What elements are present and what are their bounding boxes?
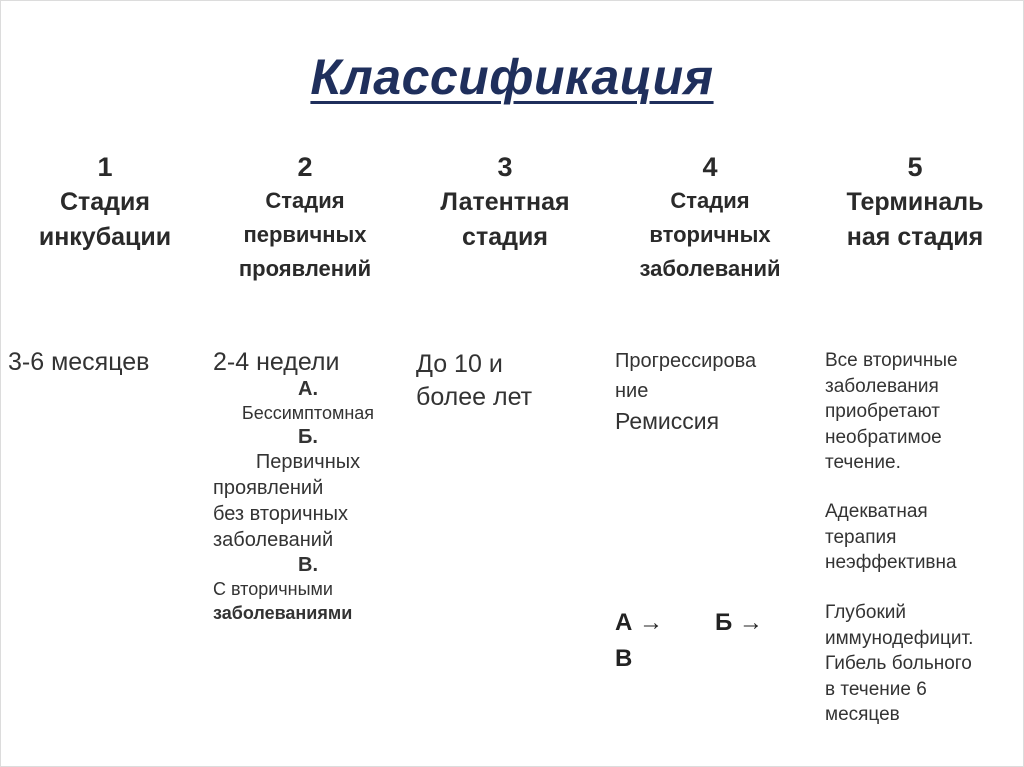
column-label-line: вторичных <box>649 222 771 247</box>
stage-transition-arrows <box>615 605 763 677</box>
subgroup-a-text: Бессимптомная <box>241 403 375 423</box>
column-header-5 <box>815 150 1015 255</box>
remission-text: Ремиссия <box>615 408 720 434</box>
column-label-line: заболеваний <box>639 256 781 281</box>
terminal-paragraph-1 <box>825 348 1020 476</box>
primary-duration: 2-4 недели <box>213 348 340 376</box>
terminal-paragraph-3 <box>825 600 1020 728</box>
terminal-line: терапия <box>825 526 897 548</box>
subgroup-b-label: Б. <box>298 426 318 448</box>
subgroup-v-text-line: С вторичными <box>213 579 333 599</box>
column-label-line: стадия <box>462 223 548 251</box>
arrow-v: В <box>615 645 633 672</box>
column-number: 3 <box>497 152 513 182</box>
terminal-line: неэффективна <box>825 552 957 573</box>
column-label-line: Стадия <box>265 188 345 213</box>
latent-duration-line: До 10 и <box>416 350 503 378</box>
subgroup-v-text-line: заболеваниями <box>213 603 353 623</box>
column-label-line: Стадия <box>59 188 151 216</box>
terminal-line: Глубокий <box>825 602 907 623</box>
column-label-line: Латентная <box>440 188 570 216</box>
column-label-line: инкубации <box>38 223 172 251</box>
terminal-line: в течение 6 <box>825 678 927 700</box>
latent-duration <box>416 348 532 414</box>
subgroup-b-text-line: без вторичных <box>213 503 349 525</box>
column-label-line: первичных <box>243 222 367 247</box>
terminal-line: Адекватная <box>825 501 928 522</box>
terminal-line: месяцев <box>825 704 900 725</box>
progression-line: Прогрессирова <box>615 350 757 372</box>
column-label-line: Терминаль <box>846 188 984 216</box>
secondary-diseases-body <box>615 346 756 436</box>
terminal-line: приобретают <box>825 401 941 422</box>
subgroup-b-text-line: заболеваний <box>213 529 334 551</box>
column-number: 4 <box>702 152 718 182</box>
progression-line: ние <box>615 380 649 402</box>
terminal-paragraph-2 <box>825 499 1020 576</box>
latent-duration-line: более лет <box>416 383 533 411</box>
terminal-line: Гибель больного <box>825 653 972 674</box>
column-label-line: проявлений <box>238 256 372 281</box>
column-number: 5 <box>907 152 923 182</box>
terminal-line: иммунодефицит. <box>825 627 974 649</box>
column-header-3 <box>405 150 605 255</box>
column-header-4 <box>605 150 815 286</box>
terminal-line: заболевания <box>825 375 939 397</box>
column-label-line: ная стадия <box>846 223 984 251</box>
arrow-b: Б → <box>715 609 763 636</box>
terminal-line: Все вторичные <box>825 350 958 371</box>
subgroup-b-text-line: Первичных <box>255 451 361 473</box>
column-number: 2 <box>297 152 313 182</box>
column-header-1 <box>5 150 205 255</box>
terminal-line: необратимое <box>825 426 942 448</box>
subgroup-a-label: А. <box>298 378 318 400</box>
column-header-2 <box>205 150 405 286</box>
arrow-a: А → <box>615 609 663 636</box>
subgroup-v-label: В. <box>298 554 318 576</box>
primary-manifestations-body <box>213 348 403 625</box>
incubation-duration: 3-6 месяцев <box>8 348 150 376</box>
page-title: Классификация <box>310 49 714 105</box>
terminal-line: течение. <box>825 452 901 473</box>
column-label-line: Стадия <box>670 188 750 213</box>
subgroup-b-text-line: проявлений <box>213 477 324 499</box>
column-number: 1 <box>97 152 113 182</box>
